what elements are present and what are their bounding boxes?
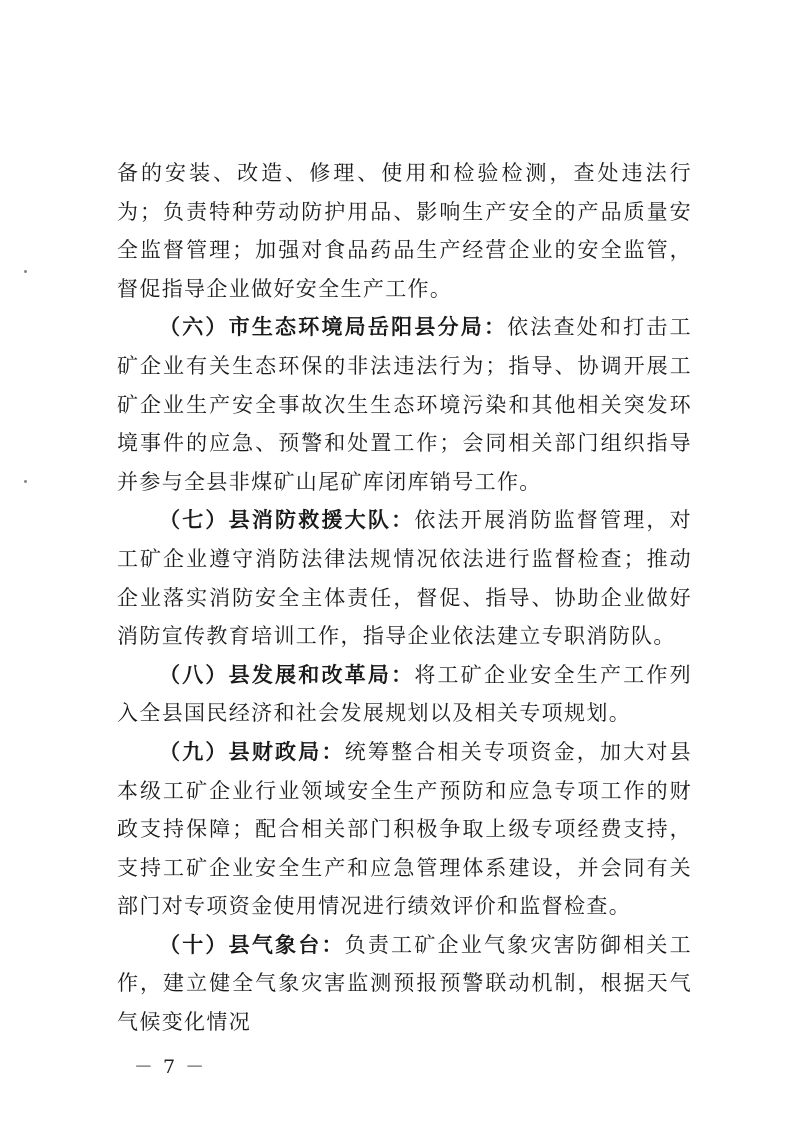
paragraph-text: 依法查处和打击工矿企业有关生态环保的非法违法行为；指导、协调开展工矿企业生产安全事故次生生态环境污染和其他相关突发环境事件的应急、预警和处置工作；会同相关部门组织指导并参与全县非煤矿山尾矿库闭库销号工作。 [117,315,692,494]
scan-mark [24,480,27,483]
paragraph-heading: （七）县消防救援大队： [159,507,415,533]
paragraph-text: 备的安装、改造、修理、使用和检验检测，查处违法行为；负责特种劳动防护用品、影响生产安全的产品质量安全监督管理；加强对食品药品生产经营企业的安全监管，督促指导企业做好安全生产工作。 [117,161,692,301]
paragraph-continuation [117,154,692,308]
scan-mark [24,270,27,273]
paragraph-heading: （九）县财政局： [159,738,345,764]
paragraph-heading: （六）市生态环境局岳阳县分局： [159,314,508,340]
paragraph-development-reform [117,656,692,733]
paragraph-ecology-bureau [117,308,692,501]
page-number: － 7 － [133,1056,207,1078]
paragraph-fire-rescue [117,501,692,655]
paragraph-text: 统筹整合相关专项资金，加大对县本级工矿企业行业领域安全生产预防和应急专项工作的财政支持保障；配合相关部门积极争取上级专项经费支持，支持工矿企业安全生产和应急管理体系建设，并会同有关部门对专项资金使用情况进行绩效评价和监督检查。 [117,739,692,919]
document-body [117,154,692,1042]
paragraph-text: 将工矿企业安全生产工作列入全县国民经济和社会发展规划以及相关专项规划。 [117,662,692,726]
paragraph-meteorological [117,926,692,1042]
paragraph-heading: （十）县气象台： [159,931,345,957]
paragraph-text: 负责工矿企业气象灾害防御相关工作，建立健全气象灾害监测预报预警联动机制，根据天气气候变化情况 [117,932,692,1035]
paragraph-heading: （八）县发展和改革局： [159,661,415,687]
paragraph-finance-bureau [117,733,692,926]
paragraph-text: 依法开展消防监督管理，对工矿企业遵守消防法律法规情况依法进行监督检查；推动企业落实消防安全主体责任，督促、指导、协助企业做好消防宣传教育培训工作，指导企业依法建立专职消防队。 [117,508,692,649]
